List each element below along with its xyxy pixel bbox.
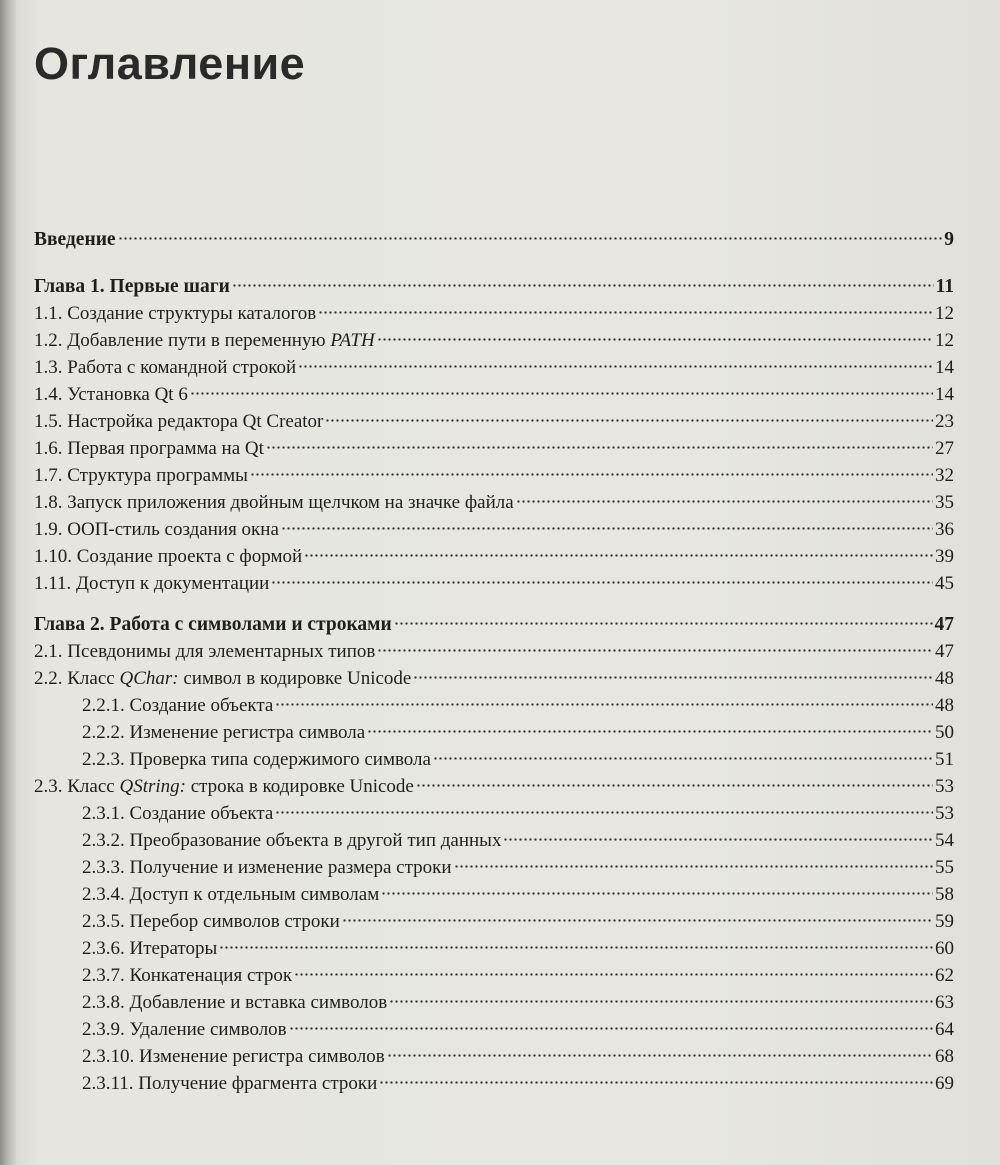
dot-leader: [389, 1000, 933, 1003]
toc-entry-label: 2.3.9. Удаление символов: [82, 1019, 287, 1040]
toc-entry-label: 1.3. Работа с командной строкой: [34, 357, 297, 378]
toc-entry-chapter-1[interactable]: [34, 273, 954, 300]
toc-entry-page: 53: [935, 803, 954, 824]
dot-leader: [342, 919, 933, 922]
toc-entry-page: 14: [935, 357, 954, 378]
dot-leader: [304, 554, 933, 557]
toc-entry-label-suffix: символ в кодировке Unicode: [178, 668, 412, 689]
toc-entry-label: 2.3.6. Итераторы: [82, 938, 218, 959]
toc-entry-page: 47: [935, 641, 954, 662]
toc-entry[interactable]: [34, 881, 954, 908]
dot-leader: [367, 730, 933, 733]
toc-entry-page: 12: [935, 303, 954, 324]
dot-leader: [294, 973, 933, 976]
toc-entry-label: 2.3.11. Получение фрагмента строки: [82, 1073, 378, 1094]
toc-entry-label: [34, 773, 414, 800]
toc-entry[interactable]: [34, 935, 954, 962]
toc-entry[interactable]: [34, 327, 954, 354]
toc-entry-page: 14: [935, 384, 954, 405]
toc-entry-page: 32: [935, 465, 954, 486]
toc-entry-label: Глава 1. Первые шаги: [34, 276, 230, 297]
toc-entry-label-italic: PATH: [330, 330, 375, 351]
dot-leader: [377, 338, 933, 341]
page-title: Оглавление: [34, 38, 306, 89]
toc-entry-page: 51: [935, 749, 954, 770]
toc-entry-page: 47: [934, 614, 954, 635]
toc-entry-page: 45: [935, 573, 954, 594]
toc-entry-label: 2.3.8. Добавление и вставка символов: [82, 992, 388, 1013]
toc-entry-label: 2.3.2. Преобразование объекта в другой тип данных: [82, 830, 502, 851]
toc-entry-page: 68: [935, 1046, 954, 1067]
dot-leader: [454, 865, 933, 868]
toc-entry[interactable]: [34, 354, 954, 381]
toc-entry-page: 12: [935, 330, 954, 351]
toc-entry[interactable]: [34, 300, 954, 327]
toc-entry[interactable]: [34, 854, 954, 881]
dot-leader: [266, 446, 933, 449]
toc-entry-page: 63: [935, 992, 954, 1013]
dot-leader: [281, 527, 933, 530]
dot-leader: [271, 581, 933, 584]
dot-leader: [232, 284, 934, 287]
toc-entry-page: 35: [935, 492, 954, 513]
dot-leader: [433, 757, 933, 760]
toc-entry-label: 2.2.3. Проверка типа содержимого символа: [82, 749, 431, 770]
toc-entry-page: 69: [935, 1073, 954, 1094]
dot-leader: [325, 419, 933, 422]
toc-entry-chapter-2[interactable]: [34, 611, 954, 638]
toc-entry[interactable]: [34, 1016, 954, 1043]
toc-entry-page: 23: [935, 411, 954, 432]
dot-leader: [298, 365, 933, 368]
dot-leader: [289, 1027, 933, 1030]
dot-leader: [387, 1054, 933, 1057]
toc-entry-label: 2.3.7. Конкатенация строк: [82, 965, 293, 986]
toc-entry[interactable]: [34, 773, 954, 800]
dot-leader: [377, 649, 933, 652]
toc-entry-page: 39: [935, 546, 954, 567]
toc-entry-page: 64: [935, 1019, 954, 1040]
toc-entry[interactable]: [34, 570, 954, 597]
toc-entry[interactable]: [34, 1070, 954, 1097]
toc-entry-label: 2.3.1. Создание объекта: [82, 803, 274, 824]
toc-entry-page: 58: [935, 884, 954, 905]
toc-entry-label: 2.2.2. Изменение регистра символа: [82, 722, 366, 743]
toc-entry-label: 2.3.5. Перебор символов строки: [82, 911, 340, 932]
toc-entry-label: 2.3.10. Изменение регистра символов: [82, 1046, 385, 1067]
dot-leader: [190, 392, 933, 395]
toc-entry-label-prefix: 1.2. Добавление пути в переменную: [34, 330, 331, 351]
toc-entry-page: 54: [935, 830, 954, 851]
dot-leader: [516, 500, 933, 503]
toc-entry-page: 36: [935, 519, 954, 540]
toc-entry[interactable]: [34, 665, 954, 692]
toc-entry-label: 1.7. Структура программы: [34, 465, 248, 486]
toc-entry[interactable]: [34, 692, 954, 719]
toc-entry-page: 55: [935, 857, 954, 878]
toc-entry-label: 1.10. Создание проекта с формой: [34, 546, 303, 567]
toc-entry[interactable]: [34, 908, 954, 935]
toc-entry[interactable]: [34, 989, 954, 1016]
dot-leader: [379, 1081, 933, 1084]
toc-entry-label: 2.2.1. Создание объекта: [82, 695, 274, 716]
dot-leader: [275, 811, 933, 814]
toc-entry-page: 9: [944, 229, 954, 250]
dot-leader: [413, 676, 933, 679]
toc-entry[interactable]: [34, 827, 954, 854]
table-of-contents: [34, 226, 954, 1097]
toc-entry-page: 48: [935, 695, 954, 716]
toc-entry[interactable]: [34, 435, 954, 462]
toc-entry-label: 2.1. Псевдонимы для элементарных типов: [34, 641, 376, 662]
toc-entry-page: 59: [935, 911, 954, 932]
toc-entry[interactable]: [34, 1043, 954, 1070]
toc-entry-label: 1.11. Доступ к документации: [34, 573, 270, 594]
toc-entry[interactable]: [34, 543, 954, 570]
toc-entry-label: [34, 665, 411, 692]
toc-entry[interactable]: [34, 462, 954, 489]
dot-leader: [219, 946, 933, 949]
dot-leader: [250, 473, 933, 476]
toc-entry-label: [34, 327, 375, 354]
toc-entry-intro[interactable]: [34, 226, 954, 253]
toc-entry-label-italic: QString:: [119, 776, 186, 797]
dot-leader: [118, 237, 943, 240]
toc-entry-label-prefix: 2.2. Класс: [34, 668, 120, 689]
book-spine-shadow: [0, 0, 16, 1165]
dot-leader: [318, 311, 933, 314]
toc-entry-label: 2.3.4. Доступ к отдельным символам: [82, 884, 380, 905]
dot-leader: [503, 838, 933, 841]
toc-entry[interactable]: [34, 516, 954, 543]
toc-entry-page: 60: [935, 938, 954, 959]
toc-entry-label: 1.6. Первая программа на Qt: [34, 438, 264, 459]
toc-entry[interactable]: [34, 381, 954, 408]
toc-entry[interactable]: [34, 746, 954, 773]
toc-entry-page: 27: [935, 438, 954, 459]
toc-entry-label-suffix: строка в кодировке Unicode: [185, 776, 414, 797]
toc-entry[interactable]: [34, 638, 954, 665]
toc-entry[interactable]: [34, 962, 954, 989]
toc-entry-label: 2.3.3. Получение и изменение размера строки: [82, 857, 452, 878]
toc-entry-page: 53: [935, 776, 954, 797]
dot-leader: [394, 622, 933, 625]
toc-entry[interactable]: [34, 489, 954, 516]
toc-entry-page: 11: [935, 276, 954, 297]
toc-entry-label: Введение: [34, 229, 116, 250]
toc-entry-page: 62: [935, 965, 954, 986]
toc-entry-label: 1.4. Установка Qt 6: [34, 384, 188, 405]
toc-entry-label-italic: QChar:: [119, 668, 179, 689]
toc-entry-label: Глава 2. Работа с символами и строками: [34, 614, 392, 635]
toc-entry-label-prefix: 2.3. Класс: [34, 776, 120, 797]
toc-entry[interactable]: [34, 719, 954, 746]
toc-entry-page: 48: [935, 668, 954, 689]
toc-entry-page: 50: [935, 722, 954, 743]
toc-entry[interactable]: [34, 800, 954, 827]
toc-entry-label: 1.5. Настройка редактора Qt Creator: [34, 411, 324, 432]
toc-entry-label: 1.9. ООП-стиль создания окна: [34, 519, 279, 540]
dot-leader: [275, 703, 933, 706]
dot-leader: [416, 784, 933, 787]
toc-entry[interactable]: [34, 408, 954, 435]
dot-leader: [381, 892, 933, 895]
toc-entry-label: 1.8. Запуск приложения двойным щелчком на значке файла: [34, 492, 514, 513]
toc-entry-label: 1.1. Создание структуры каталогов: [34, 303, 317, 324]
